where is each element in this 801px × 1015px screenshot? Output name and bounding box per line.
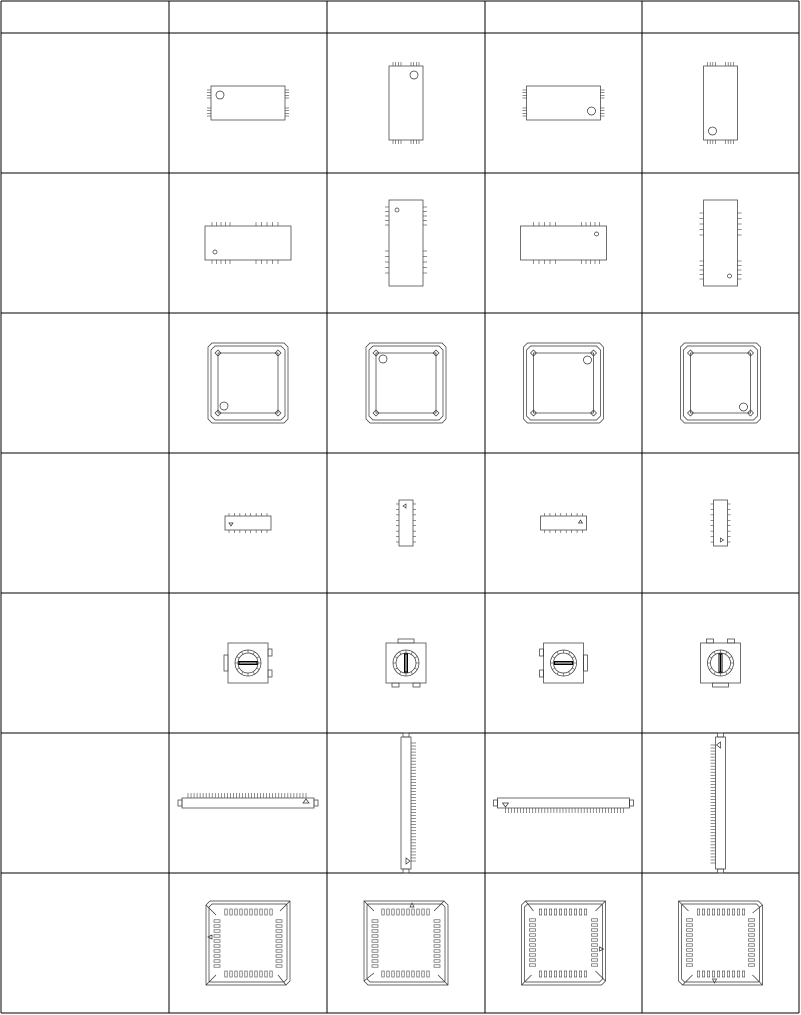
edge-connector-icon [494,798,634,813]
trimmer-potentiometer-icon [701,639,741,687]
table-grid-lines [1,1,799,1013]
edge-connector-icon [711,733,726,873]
qfp-package-icon [208,343,288,423]
tsop-package-icon [704,62,738,144]
tsop-package-icon [389,62,423,144]
qfp-package-icon [366,343,446,423]
trimmer-potentiometer-icon [224,643,272,683]
edge-connector-icon [178,793,318,808]
edge-connector-icon [401,733,416,873]
sop-package-icon [205,222,291,264]
sop-package-icon [700,200,742,286]
qfp-package-icon [681,343,761,423]
tsop-package-icon [207,86,289,120]
plcc-package-icon [522,901,606,985]
trimmer-potentiometer-icon [540,643,588,683]
sop-package-icon [521,222,607,264]
small-sop-package-icon [225,513,271,533]
qfp-package-icon [524,343,604,423]
small-sop-package-icon [711,500,731,546]
sop-package-icon [385,200,427,286]
small-sop-package-icon [541,513,587,533]
small-sop-package-icon [396,500,416,546]
tsop-package-icon [523,86,605,120]
plcc-package-icon [364,901,448,985]
plcc-package-icon [206,901,290,985]
trimmer-potentiometer-icon [386,639,426,687]
plcc-package-icon [679,901,763,985]
